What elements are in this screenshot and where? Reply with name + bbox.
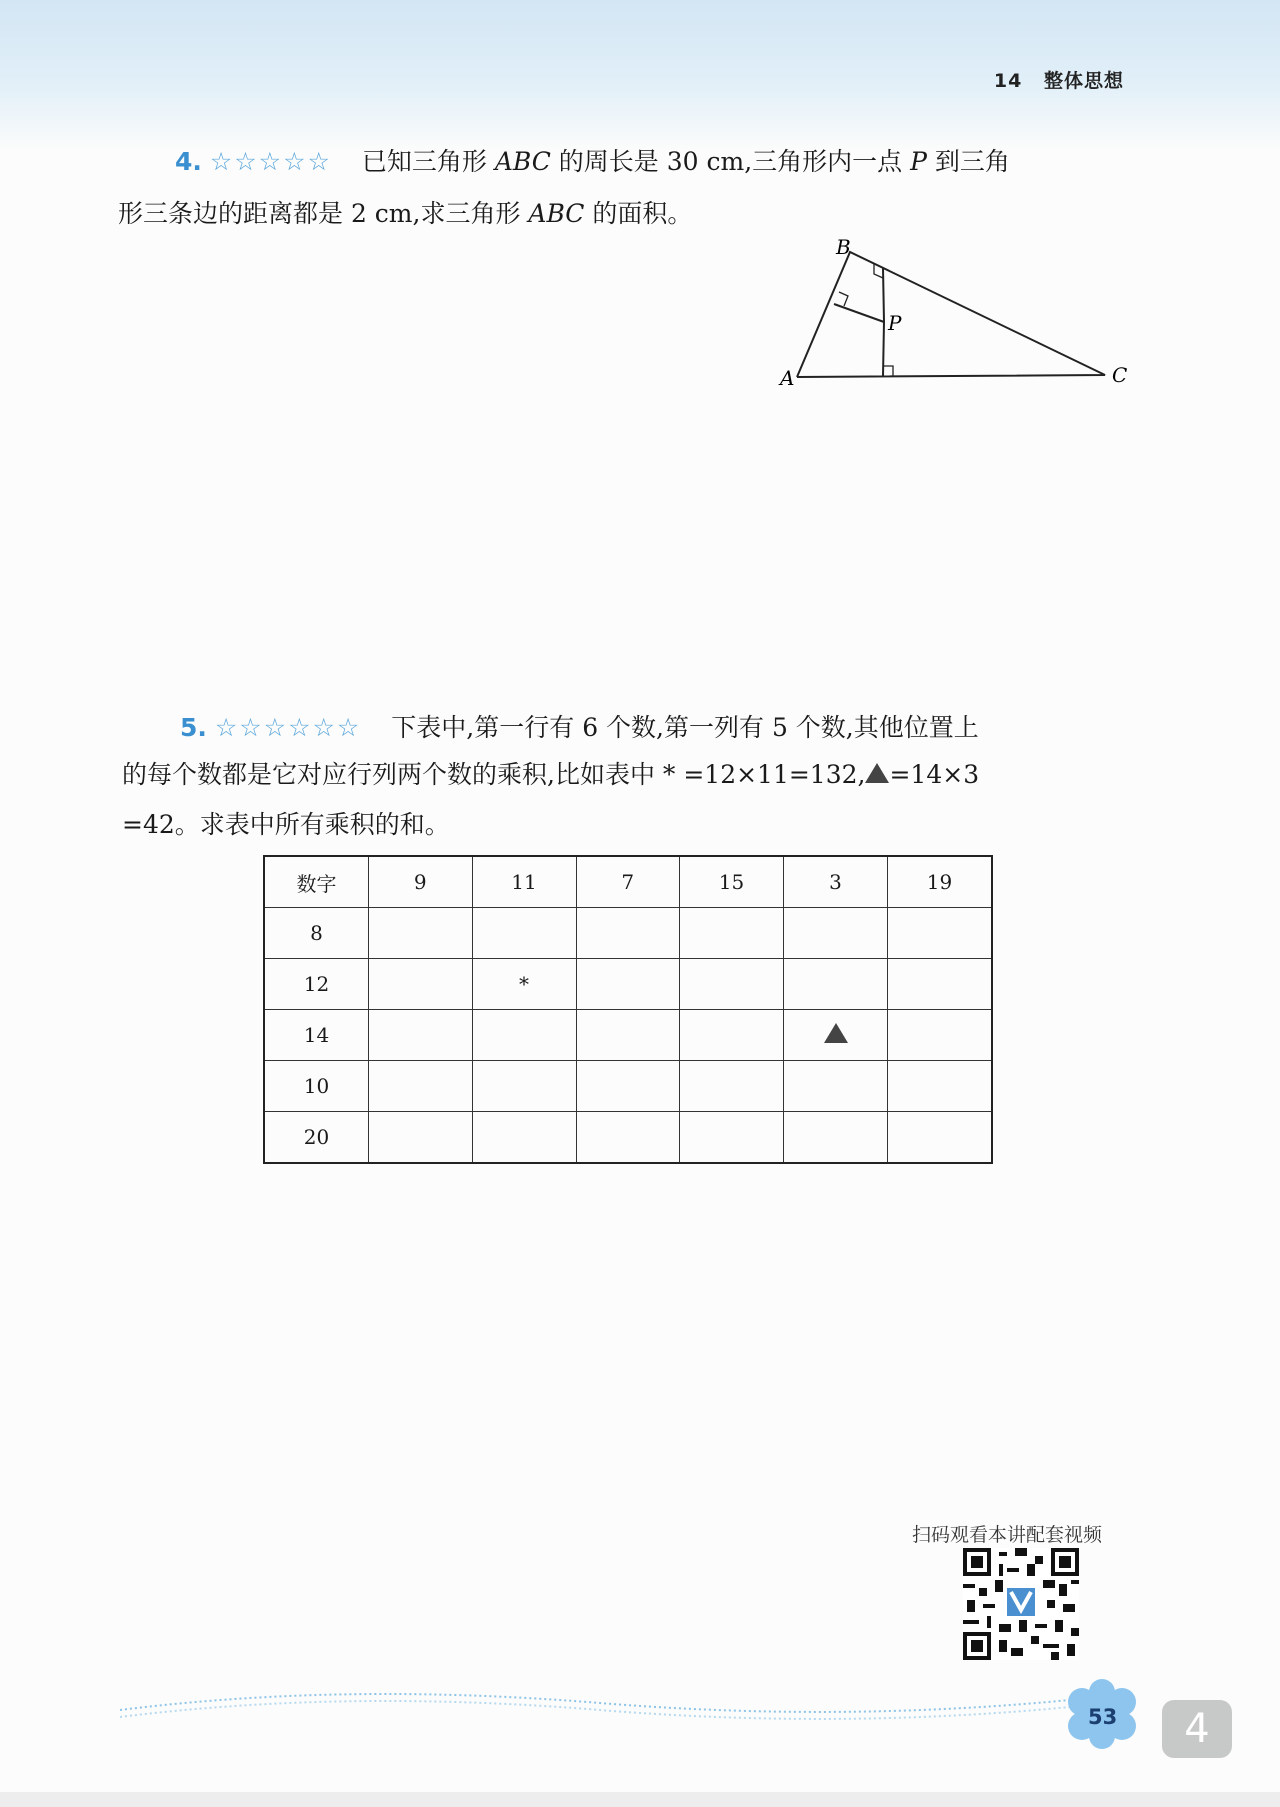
table-cell [576, 959, 680, 1010]
star-mark-cell: * [472, 959, 576, 1010]
q5-line-2 [122, 753, 979, 797]
chapter-header [994, 66, 1124, 93]
table-row [264, 1061, 992, 1112]
q5-text: 下表中,第一行有 6 个数,第一列有 5 个数,其他位置上 [391, 713, 979, 742]
table-cell [576, 1061, 680, 1112]
q4-line-1 [175, 140, 1010, 184]
table-cell [369, 1010, 473, 1061]
q5-line-3 [122, 803, 450, 847]
q4-text: 的面积。 [584, 199, 693, 228]
chapter-number: 14 [993, 70, 1023, 92]
table-cell [887, 1061, 992, 1112]
table-cell [784, 908, 888, 959]
label-P: P [888, 311, 902, 335]
q4-text: 的周长是 30 cm,三角形内一点 [550, 147, 911, 176]
table-header-row [264, 856, 992, 908]
row-header: 20 [264, 1112, 369, 1164]
q5-difficulty-stars-icon: ☆☆☆☆☆☆ [214, 713, 362, 742]
table-cell [369, 1112, 473, 1164]
q5-text: 的每个数都是它对应行列两个数的乘积,比如表中 * =12×11=132, [122, 760, 866, 789]
row-header: 14 [264, 1010, 369, 1061]
label-C: C [1112, 363, 1128, 387]
q5-text: =42。求表中所有乘积的和。 [122, 810, 450, 839]
bottom-strip [0, 1792, 1280, 1807]
table-cell [472, 1010, 576, 1061]
table-cell [472, 1112, 576, 1164]
footer-wave-decoration [120, 1685, 1080, 1725]
q5-number: 5. [180, 713, 207, 742]
table-cell [887, 908, 992, 959]
label-B: B [836, 235, 851, 259]
q4-text: 形三条边的距离都是 2 cm,求三角形 [118, 199, 529, 228]
table-cell [369, 1061, 473, 1112]
q4-text-abc: ABC [494, 147, 551, 176]
triangle-icon [824, 1023, 848, 1043]
table-cell [887, 959, 992, 1010]
chapter-title: 整体思想 [1043, 70, 1124, 92]
table-corner: 数字 [264, 856, 369, 908]
table-cell [369, 908, 473, 959]
table-row [264, 1010, 992, 1061]
table-row [264, 1112, 992, 1164]
table-cell [784, 959, 888, 1010]
table-cell [680, 1061, 784, 1112]
table-cell [680, 1112, 784, 1164]
triangle-mark-cell [784, 1010, 888, 1061]
row-header: 10 [264, 1061, 369, 1112]
product-table [263, 855, 993, 1164]
row-header: 8 [264, 908, 369, 959]
table-cell [784, 1061, 888, 1112]
table-cell [784, 1112, 888, 1164]
table-row [264, 908, 992, 959]
table-row [264, 959, 992, 1010]
triangle-icon [865, 763, 889, 783]
q4-text: 已知三角形 [361, 147, 495, 176]
label-A: A [780, 366, 795, 390]
qr-code-icon[interactable] [963, 1548, 1079, 1660]
qr-caption: 扫码观看本讲配套视频 [912, 1524, 1103, 1546]
table-cell [472, 1061, 576, 1112]
table-cell [887, 1112, 992, 1164]
q4-text-p: P [910, 147, 927, 176]
q4-text-abc: ABC [528, 199, 585, 228]
column-header: 9 [369, 856, 473, 908]
column-header: 7 [576, 856, 680, 908]
page-number: 53 [1088, 1705, 1118, 1729]
q5-line-1 [180, 706, 979, 750]
table-cell [576, 908, 680, 959]
triangle-figure [770, 232, 1140, 392]
q5-text: =14×3 [889, 760, 980, 789]
column-header: 19 [887, 856, 992, 908]
q4-line-2 [118, 192, 692, 236]
table-cell [576, 1112, 680, 1164]
q4-difficulty-stars-icon: ☆☆☆☆☆ [209, 147, 332, 176]
section-tab[interactable]: 4 [1162, 1700, 1232, 1758]
table-cell [680, 959, 784, 1010]
table-cell [680, 1010, 784, 1061]
table-cell [472, 908, 576, 959]
table-cell [576, 1010, 680, 1061]
q4-number: 4. [175, 147, 202, 176]
column-header: 11 [472, 856, 576, 908]
table-cell [680, 908, 784, 959]
column-header: 15 [680, 856, 784, 908]
column-header: 3 [784, 856, 888, 908]
q4-text: 到三角 [926, 147, 1010, 176]
table-cell [887, 1010, 992, 1061]
row-header: 12 [264, 959, 369, 1010]
table-cell [369, 959, 473, 1010]
